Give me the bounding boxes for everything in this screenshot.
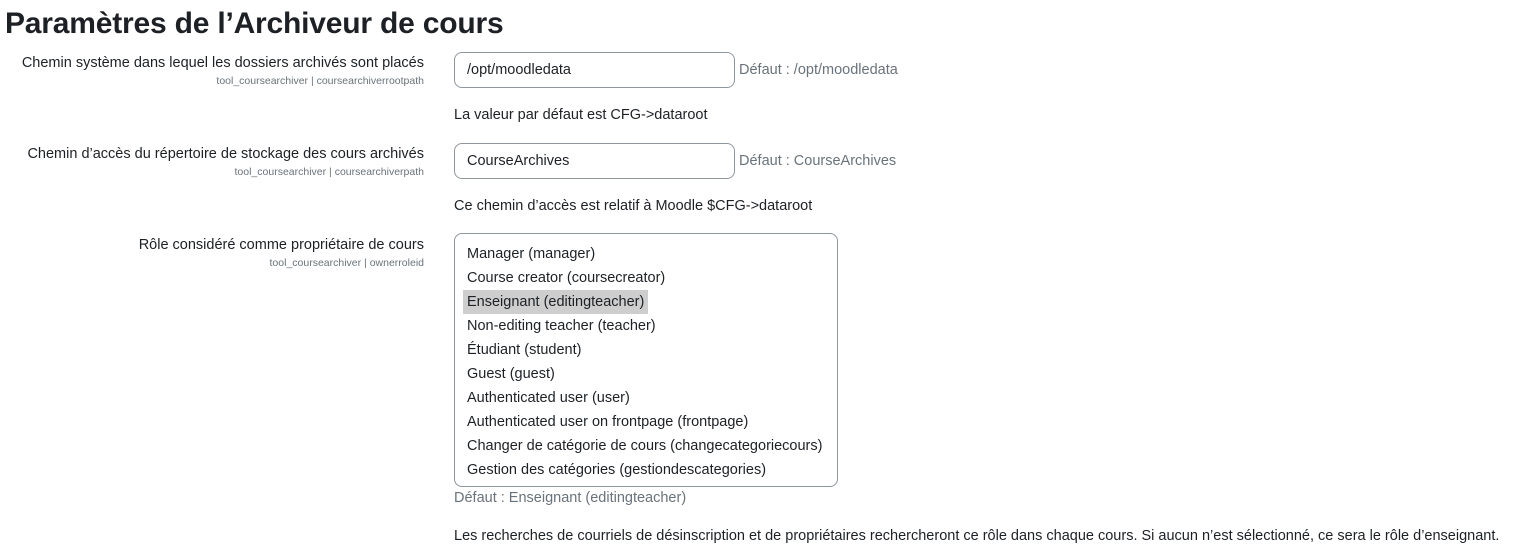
role-option-manager[interactable]: Manager (manager) [467, 246, 596, 262]
setting-label-archivepath [27, 145, 424, 179]
role-option-changecategoriecours[interactable]: Changer de catégorie de cours (changecategoriecours) [467, 438, 823, 454]
rootpath-default: Défaut : /opt/moodledata [739, 62, 898, 78]
ownerrole-default: Défaut : Enseignant (editingteacher) [454, 490, 687, 506]
setting-label-text: Chemin système dans lequel les dossiers archivés sont placés [21, 55, 424, 71]
role-option-guest[interactable]: Guest (guest) [467, 366, 555, 382]
role-option-coursecreator[interactable]: Course creator (coursecreator) [467, 270, 666, 286]
role-option-student[interactable]: Étudiant (student) [467, 342, 582, 358]
role-option-gestiondescategories[interactable]: Gestion des catégories (gestiondescategories) [467, 462, 767, 478]
rootpath-description: La valeur par défaut est CFG->dataroot [454, 107, 708, 123]
setting-key-text: tool_coursearchiver | coursearchiverpath [234, 166, 424, 178]
setting-key-text: tool_coursearchiver | coursearchiverrootpath [216, 75, 424, 87]
setting-label-rootpath [22, 54, 424, 88]
owner-role-select[interactable] [454, 233, 838, 487]
role-option-frontpage[interactable]: Authenticated user on frontpage (frontpage) [467, 414, 749, 430]
role-option-teacher[interactable]: Non-editing teacher (teacher) [467, 318, 656, 334]
setting-label-text: Rôle considéré comme propriétaire de cours [138, 237, 424, 253]
archivepath-input[interactable] [454, 143, 735, 179]
setting-label-text: Chemin d’accès du répertoire de stockage des cours archivés [27, 146, 424, 162]
ownerrole-description: Les recherches de courriels de désinscription et de propriétaires rechercheront ce rôle dans chaque cours. Si aucun n’est sélectionné, ce sera le rôle d’enseignant. [454, 528, 1500, 544]
page-title: Paramètres de l’Archiveur de cours [5, 7, 504, 40]
setting-key-text: tool_coursearchiver | ownerroleid [269, 257, 424, 269]
role-option-user[interactable]: Authenticated user (user) [467, 390, 630, 406]
role-option-editingteacher[interactable]: Enseignant (editingteacher) [463, 290, 648, 314]
setting-label-ownerrole [139, 236, 424, 270]
archivepath-description: Ce chemin d’accès est relatif à Moodle $CFG->dataroot [454, 198, 813, 214]
rootpath-input[interactable] [454, 52, 735, 88]
archivepath-default: Défaut : CourseArchives [739, 153, 897, 169]
